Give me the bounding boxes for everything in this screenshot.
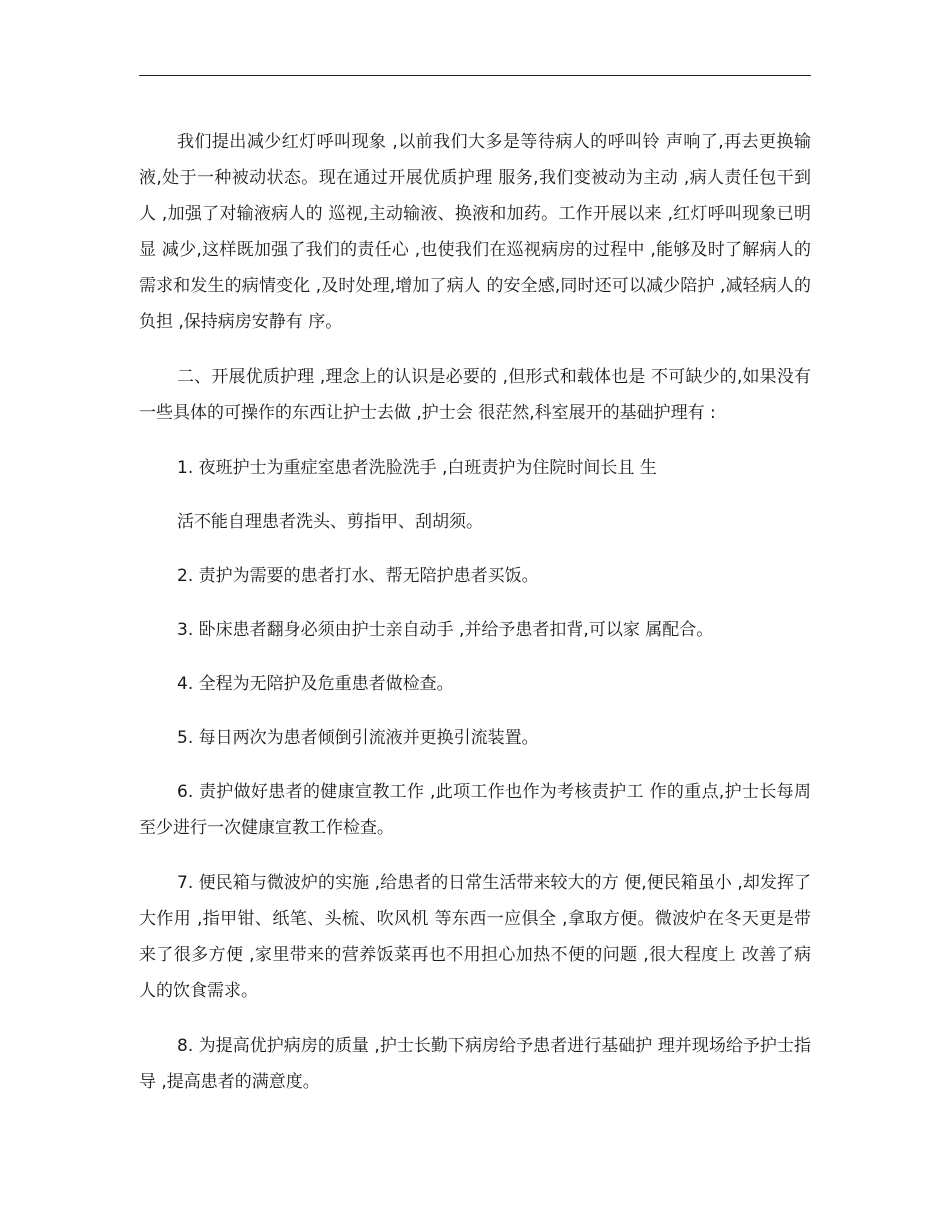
- list-item-2: 2. 责护为需要的患者打水、帮无陪护患者买饭。: [177, 566, 539, 586]
- list-item-7: 7. 便民箱与微波炉的实施 ,给患者的日常生活带来较大的方 便,便民箱虽小 ,却发挥了大作用 ,指甲钳、纸笔、头梳、吹风机 等东西一应俱全 ,拿取方便。微波炉在冬天更是带来了很多方便 ,家里带来的营养饭菜再也不用担心加热不便的问题 ,很大程度上 改善了病人的饮食需求。: [139, 873, 811, 1001]
- list-item-1-line2: 活不能自理患者洗头、剪指甲、刮胡须。: [177, 512, 483, 532]
- document-body: [139, 124, 811, 1100]
- list-item-1-line1: 1. 夜班护士为重症室患者洗脸洗手 ,白班责护为住院时间长且 生: [177, 458, 657, 478]
- list-item-6: 6. 责护做好患者的健康宣教工作 ,此项工作也作为考核责护工 作的重点,护士长每周至少进行一次健康宣教工作检查。: [139, 782, 811, 838]
- paragraph-red-light-reduction: 我们提出减少红灯呼叫现象 ,以前我们大多是等待病人的呼叫铃 声响了,再去更换输液,处于一种被动状态。现在通过开展优质护理 服务,我们变被动为主动 ,病人责任包干到人 ,加强了对输液病人的 巡视,主动输液、换液和加药。工作开展以来 ,红灯呼叫现象已明显 减少,这样既加强了我们的责任心 ,也使我们在巡视病房的过程中 ,能够及时了解病人的需求和发生的病情变化 ,及时处理,增加了病人 的安全感,同时还可以减少陪护 ,减轻病人的负担 ,保持病房安静有 序。: [139, 132, 811, 332]
- list-item-8: 8. 为提高优护病房的质量 ,护士长勤下病房给予患者进行基础护 理并现场给予护士指导 ,提高患者的满意度。: [139, 1036, 811, 1092]
- header-rule: [139, 75, 811, 76]
- list-item-4: 4. 全程为无陪护及危重患者做检查。: [177, 674, 454, 694]
- list-item-5: 5. 每日两次为患者倾倒引流液并更换引流装置。: [177, 728, 539, 748]
- list-item-3: 3. 卧床患者翻身必须由护士亲自动手 ,并给予患者扣背,可以家 属配合。: [177, 620, 714, 640]
- paragraph-quality-nursing: 二、开展优质护理 ,理念上的认识是必要的 ,但形式和载体也是 不可缺少的,如果没有一些具体的可操作的东西让护士去做 ,护士会 很茫然,科室展开的基础护理有 :: [139, 367, 811, 423]
